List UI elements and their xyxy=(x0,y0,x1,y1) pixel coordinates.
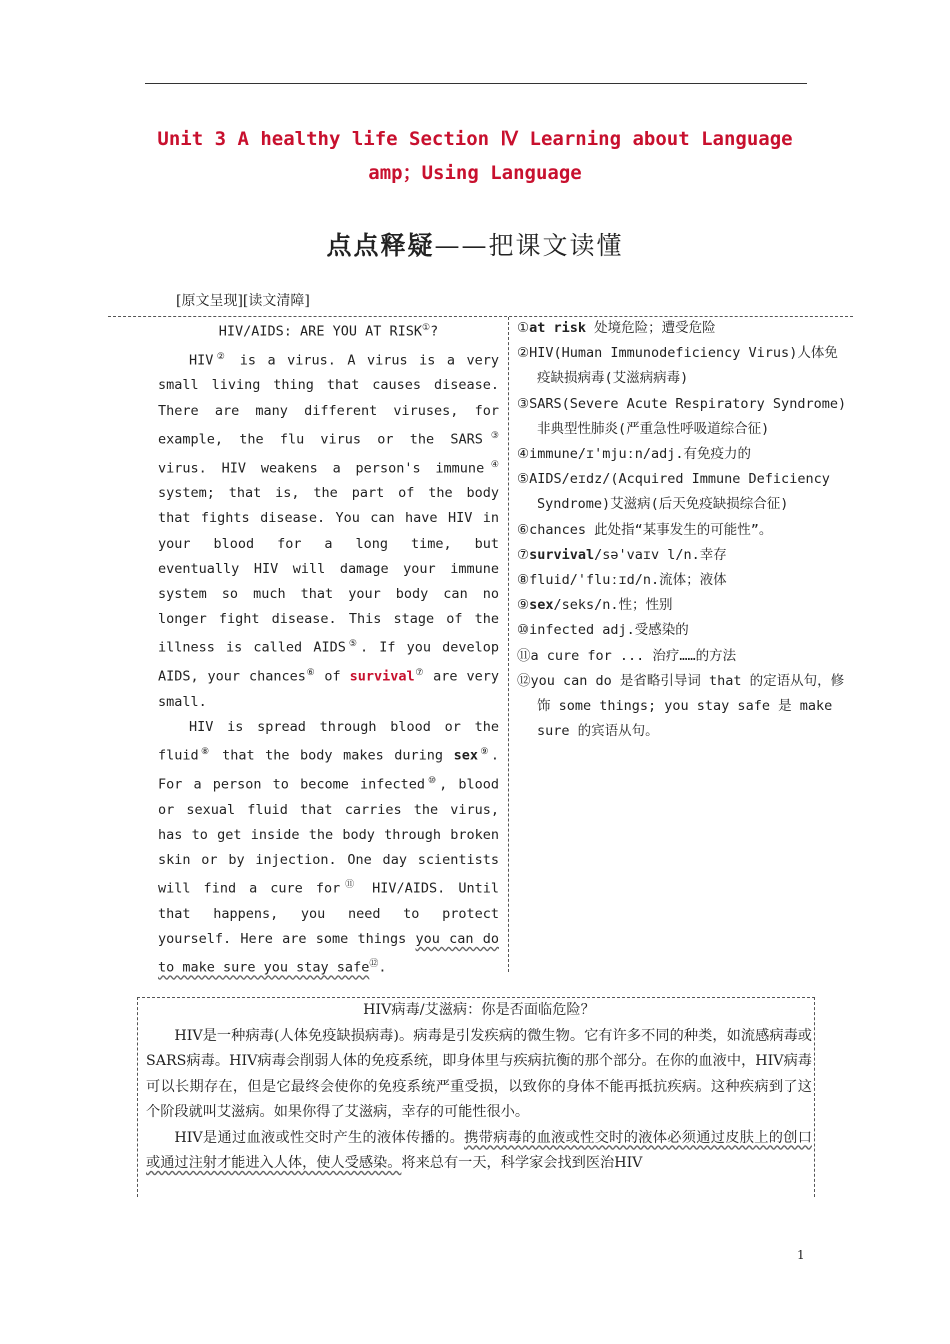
note-item xyxy=(517,543,847,568)
text-run: ②HIV(Human Immunodeficiency Virus)人体免疫缺损病毒(艾滋病病毒) xyxy=(517,345,838,387)
translation-paragraph-2 xyxy=(146,1126,812,1177)
original-text-column xyxy=(158,316,499,981)
text-run: virus. HIV weakens a person's immune xyxy=(158,460,485,477)
translation-p2-end: 将来总有一天，科学家会找到医治HIV xyxy=(401,1155,643,1171)
bold-word: sex xyxy=(529,597,554,614)
translation-box xyxy=(146,998,812,1177)
text-run: are very small. xyxy=(158,668,499,710)
note-item xyxy=(517,669,847,745)
text-run: ① xyxy=(517,320,530,336)
translation-p2-plain: HIV是通过血液或性交时产生的液体传播的。 xyxy=(174,1129,465,1146)
translation-box-right xyxy=(814,997,815,1197)
bold-word: sex xyxy=(453,747,478,764)
footnote-mark: ⑤ xyxy=(345,639,360,650)
text-run: /sə'vaɪv l/n.幸存 xyxy=(594,546,727,563)
footnote-mark: ⑧ xyxy=(198,747,212,758)
translation-heading: HIV病毒/艾滋病：你是否面临危险？ xyxy=(363,1002,595,1018)
section-tag: [原文呈现][读文清障] xyxy=(176,293,310,309)
notes-column xyxy=(517,316,847,744)
title-line-2: amp；Using Language xyxy=(368,162,582,184)
bold-word: survival xyxy=(529,546,595,563)
note-item xyxy=(517,316,847,341)
footnote-mark: ② xyxy=(213,351,229,362)
text-run: ⑦ xyxy=(517,546,530,563)
text-run: ⑪a cure for ... 治疗……的方法 xyxy=(517,647,737,664)
footnote-mark: ⑥ xyxy=(305,668,316,679)
text-run: 处境危险；遭受危险 xyxy=(586,320,716,336)
note-item xyxy=(517,442,847,467)
text-run: /seks/n.性；性别 xyxy=(553,597,673,614)
page-number: 1 xyxy=(797,1248,805,1262)
document-title xyxy=(100,122,850,190)
text-run: HIV is spread through blood or the fluid xyxy=(158,719,499,764)
column-divider xyxy=(508,317,509,972)
text-run: ③SARS(Severe Acute Respiratory Syndrome)非典型性肺炎(严重急性呼吸道综合征) xyxy=(517,395,847,437)
footnote-mark: ① xyxy=(421,323,431,333)
text-run: ⑥chances 此处指“某事发生的可能性”。 xyxy=(517,521,773,538)
passage-paragraph-2 xyxy=(158,715,499,981)
title-line-1: Unit 3 A healthy life Section Ⅳ Learning about Language xyxy=(157,128,793,150)
footnote-mark: ⑪ xyxy=(340,880,360,891)
note-item xyxy=(517,467,847,517)
note-item xyxy=(517,518,847,543)
text-run: of xyxy=(315,668,350,685)
text-run: ④immune/ɪ'mjuːn/adj.有免疫力的 xyxy=(517,446,752,463)
passage-paragraph-1 xyxy=(158,345,499,715)
text-run: . For a person to become infected xyxy=(158,747,499,793)
note-item xyxy=(517,618,847,643)
translation-box-left xyxy=(137,997,138,1197)
text-run: system; that is, the part of the body that fights disease. You can have HIV in your blood for a long time, but eventually HIV will damage your immune system so much that your body can no longer fight disease. This stage of the illness is called AIDS xyxy=(158,485,499,656)
passage-heading xyxy=(158,316,499,345)
text-run: that the body makes during xyxy=(211,747,454,764)
text-run: ⑫you can do 是省略引导词 that 的定语从句，修饰 some things; you stay safe 是 make sure 的宾语从句。 xyxy=(517,672,845,740)
text-run: . xyxy=(378,959,387,976)
note-item xyxy=(517,644,847,669)
footnote-mark: ③ xyxy=(482,430,499,441)
footnote-mark: ⑦ xyxy=(414,668,425,679)
footnote-mark: ④ xyxy=(484,459,499,470)
text-run: , blood or sexual fluid that carries the virus, has to get inside the body through broken skin or by injection. One day scientists will find a cure for xyxy=(158,776,499,897)
footnote-mark: ⑨ xyxy=(477,747,491,758)
footnote-mark: ⑩ xyxy=(425,775,440,786)
footnote-mark: ⑫ xyxy=(369,959,379,970)
text-run: . If you develop AIDS, your chances xyxy=(158,639,500,685)
note-item xyxy=(517,568,847,593)
text-run: ⑩infected adj.受感染的 xyxy=(517,622,689,639)
text-run: HIV/AIDS. Until that happens, you need to protect yourself. Here are some things xyxy=(158,880,499,948)
text-run: HIV xyxy=(189,352,214,369)
header-rule xyxy=(145,83,807,84)
text-run: ⑨ xyxy=(517,597,530,614)
highlight-word: survival xyxy=(349,668,415,685)
section-heading-rest: ——把课文读懂 xyxy=(434,231,624,260)
text-run: ⑧fluid/'fluːɪd/n.流体；液体 xyxy=(517,572,727,589)
note-item xyxy=(517,341,847,391)
section-heading xyxy=(0,226,950,262)
underlined-clause: you can do to make sure you stay safe xyxy=(158,931,499,976)
passage-heading-text: HIV/AIDS: ARE YOU AT RISK xyxy=(218,323,422,340)
note-item xyxy=(517,392,847,442)
translation-p2-underlined: 携带病毒的血液或性交时的液体必须通过皮肤上的创口或通过注射才能进入人体，使人受感染。 xyxy=(146,1129,812,1171)
text-run: ⑤AIDS/eɪdz/(Acquired Immune Deficiency Syndrome)艾滋病(后天免疫缺损综合征) xyxy=(517,471,830,513)
translation-paragraph-1: HIV是一种病毒(人体免疫缺损病毒)。病毒是引发疾病的微生物。它有许多不同的种类，如流感病毒或SARS病毒。HIV病毒会削弱人体的免疫系统，即身体里与疾病抗衡的那个部分。在你的血液中，HIV病毒可以长期存在，但是它最终会使你的免疫系统严重受损，以致你的身体不能再抵抗疾病。这种疾病到了这个阶段就叫艾滋病。如果你得了艾滋病，幸存的可能性很小。 xyxy=(146,1027,812,1120)
bold-word: at risk xyxy=(529,320,587,336)
passage-heading-end: ? xyxy=(430,323,439,340)
text-run: is a virus. A virus is a very small living thing that causes disease. There are many different viruses, for example, the flu virus or the SARS xyxy=(158,352,499,448)
section-heading-bold: 点点释疑 xyxy=(326,231,435,260)
note-item xyxy=(517,593,847,618)
